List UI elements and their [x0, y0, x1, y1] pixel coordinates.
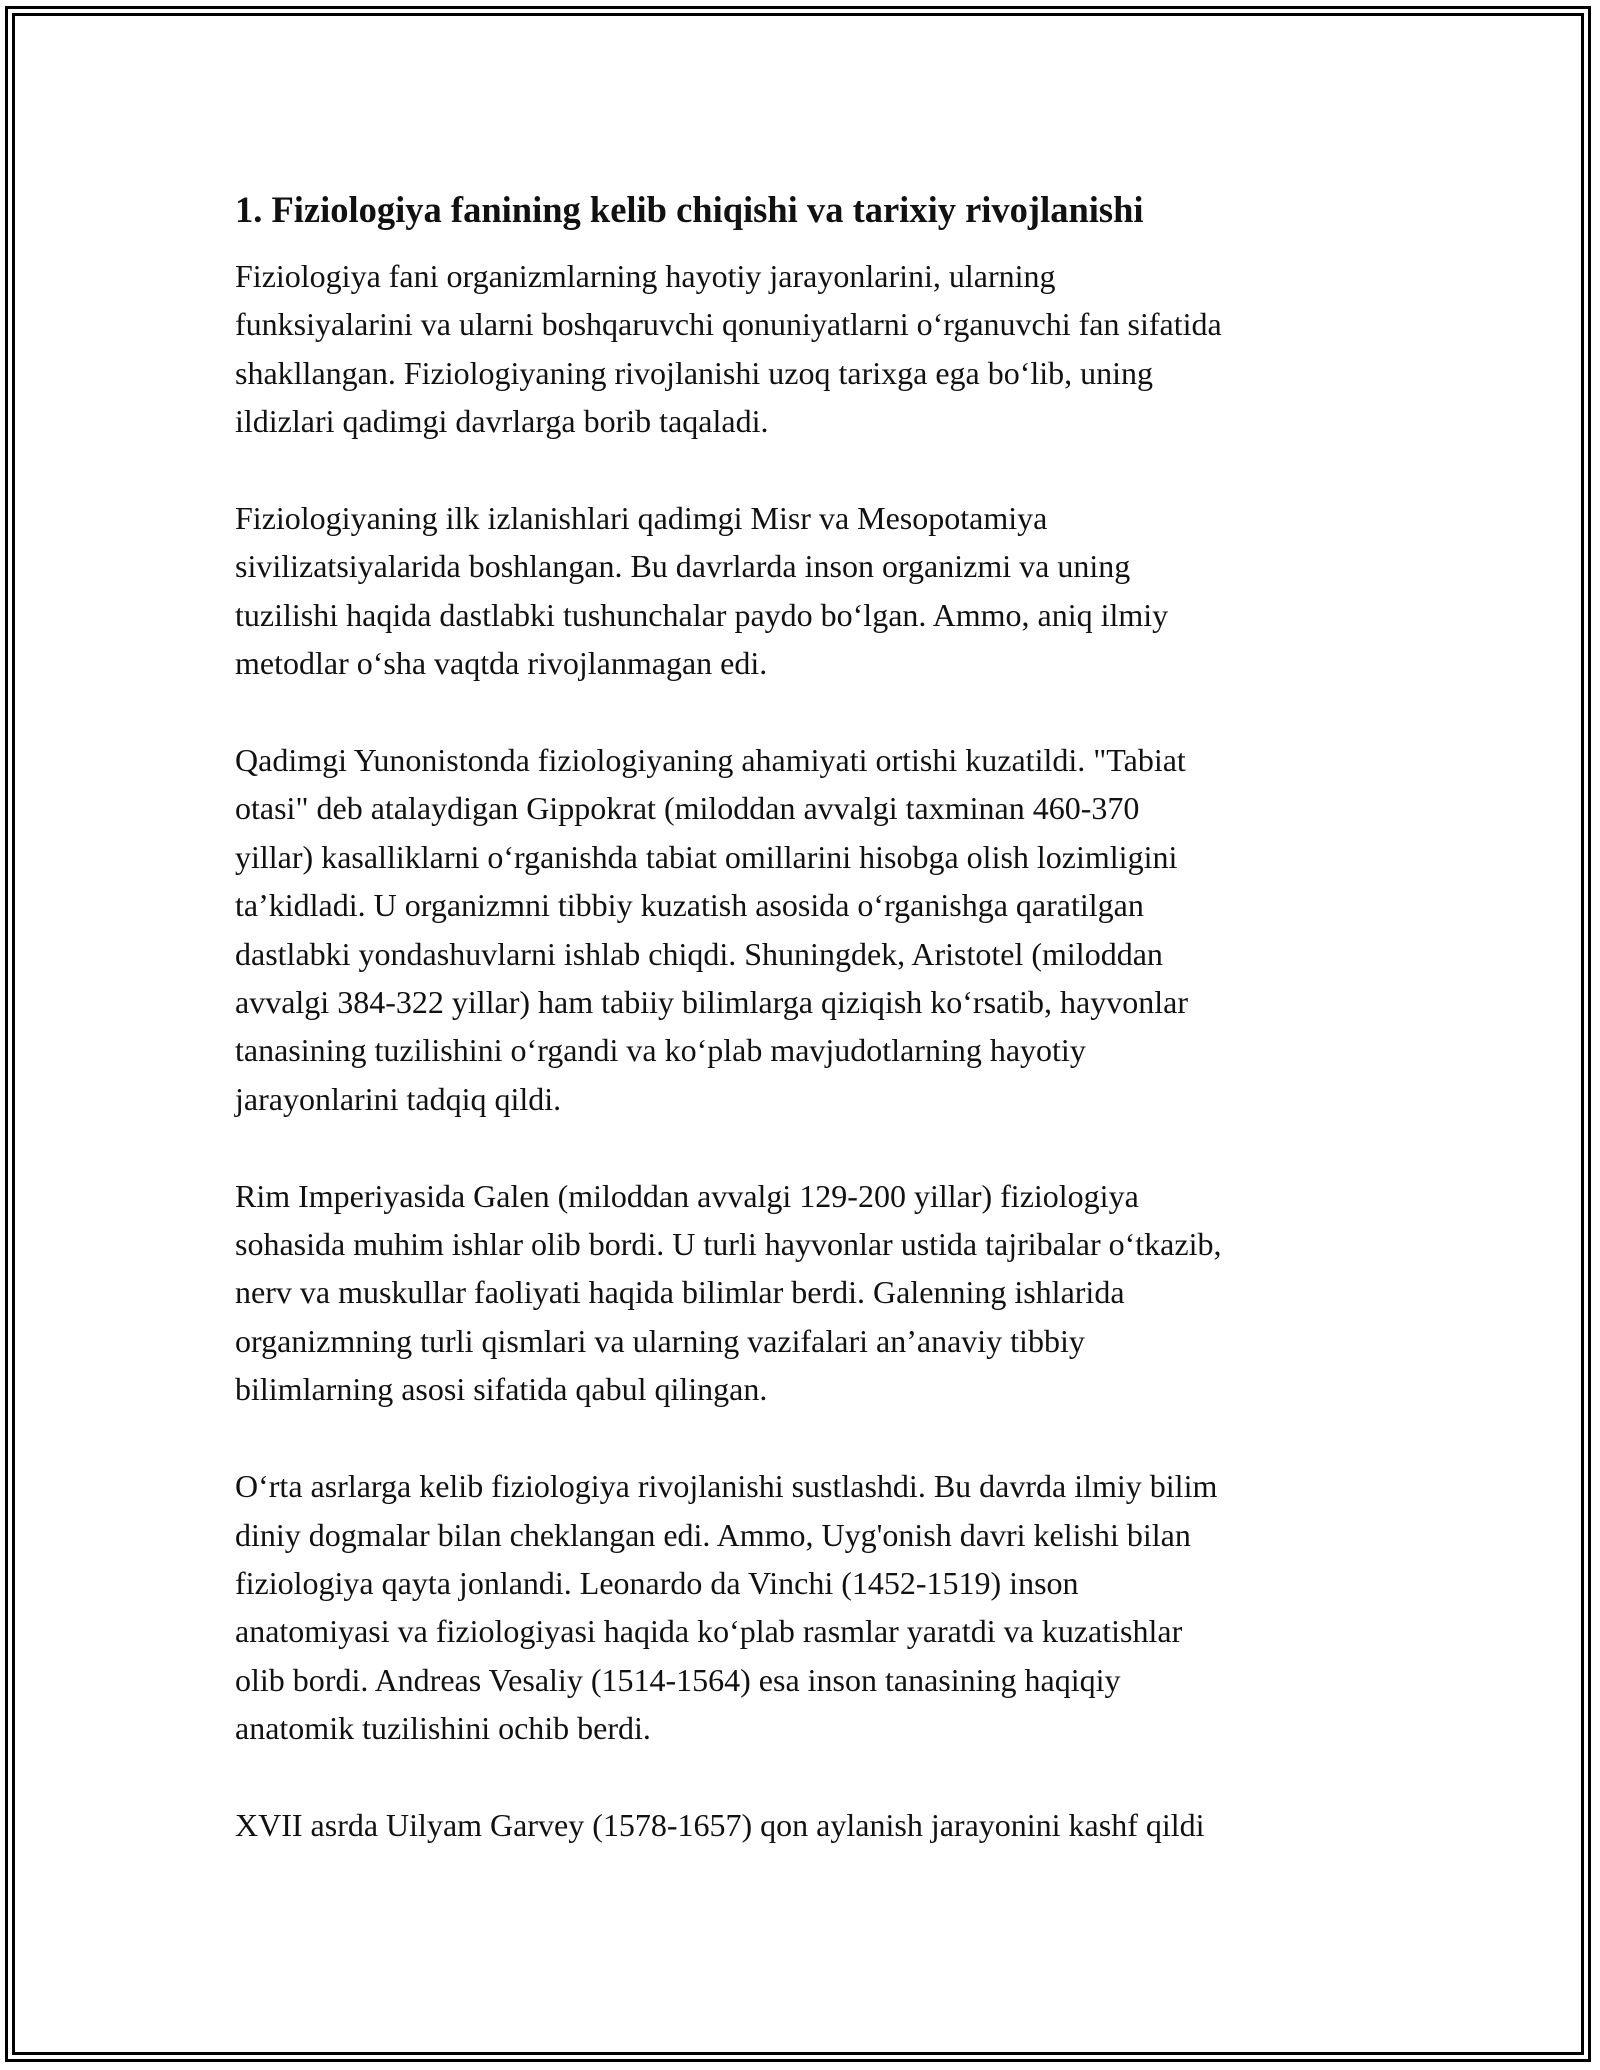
text-line: anatomiyasi va fiziologiyasi haqida ko‘plab rasmlar yaratdi va kuzatishlar	[235, 1613, 1183, 1650]
text-line: olib bordi. Andreas Vesaliy (1514-1564) esa inson tanasining haqiqiy	[235, 1661, 1121, 1698]
paragraph-rome	[235, 1172, 1385, 1414]
paragraph-greece	[235, 736, 1385, 1123]
text-line: shakllangan. Fiziologiyaning rivojlanishi uzoq tarixga ega bo‘lib, uning	[235, 354, 1154, 391]
document-body	[235, 186, 1385, 1898]
text-line: Qadimgi Yunonistonda fiziologiyaning ahamiyati ortishi kuzatildi. "Tabiat	[235, 742, 1186, 779]
text-line: yillar) kasalliklarni o‘rganishda tabiat omillarini hisobga olish lozimligini	[235, 838, 1178, 875]
paragraph-seventeenth-century	[235, 1801, 1385, 1849]
text-line: bilimlarning asosi sifatida qabul qilingan.	[235, 1371, 768, 1408]
text-line: sohasida muhim ishlar olib bordi. U turli hayvonlar ustida tajribalar o‘tkazib,	[235, 1226, 1222, 1263]
text-line: jarayonlarini tadqiq qildi.	[235, 1080, 562, 1117]
paragraph-egypt-mesopotamia	[235, 494, 1385, 688]
text-line: O‘rta asrlarga kelib fiziologiya rivojlanishi sustlashdi. Bu davrda ilmiy bilim	[235, 1468, 1218, 1505]
paragraph-intro	[235, 252, 1385, 446]
text-line: Fiziologiya fani organizmlarning hayotiy jarayonlarini, ularning	[235, 258, 1056, 294]
paragraph-middle-ages	[235, 1462, 1385, 1752]
text-line: organizmning turli qismlari va ularning vazifalari an’anaviy tibbiy	[235, 1322, 1085, 1359]
text-line: otasi" deb atalaydigan Gippokrat (miloddan avvalgi taxminan 460-370	[235, 790, 1140, 827]
text-line: tanasining tuzilishini o‘rgandi va ko‘plab mavjudotlarning hayotiy	[235, 1032, 1086, 1069]
text-line: Fiziologiyaning ilk izlanishlari qadimgi Misr va Mesopotamiya	[235, 500, 1048, 537]
text-line: funksiyalarini va ularni boshqaruvchi qonuniyatlarni o‘rganuvchi fan sifatida	[235, 306, 1222, 343]
text-line: metodlar o‘sha vaqtda rivojlanmagan edi.	[235, 645, 768, 682]
text-line: XVII asrda Uilyam Garvey (1578-1657) qon aylanish jarayonini kashf qildi	[235, 1806, 1205, 1843]
text-line: Rim Imperiyasida Galen (miloddan avvalgi 129-200 yillar) fiziologiya	[235, 1177, 1139, 1214]
text-line: sivilizatsiyalarida boshlangan. Bu davrlarda inson organizmi va uning	[235, 548, 1131, 585]
text-line: diniy dogmalar bilan cheklangan edi. Ammo, Uyg'onish davri kelishi bilan	[235, 1516, 1191, 1553]
text-line: fiziologiya qayta jonlandi. Leonardo da Vinchi (1452-1519) inson	[235, 1564, 1079, 1601]
text-line: ildizlari qadimgi davrlarga borib taqaladi.	[235, 403, 769, 440]
text-line: tuzilishi haqida dastlabki tushunchalar paydo bo‘lgan. Ammo, aniq ilmiy	[235, 596, 1169, 633]
text-line: ta’kidladi. U organizmni tibbiy kuzatish asosida o‘rganishga qaratilgan	[235, 887, 1144, 924]
text-line: dastlabki yondashuvlarni ishlab chiqdi. Shuningdek, Aristotel (miloddan	[235, 935, 1163, 972]
text-line: nerv va muskullar faoliyati haqida bilimlar berdi. Galenning ishlarida	[235, 1274, 1125, 1311]
text-line: anatomik tuzilishini ochib berdi.	[235, 1710, 651, 1747]
document-title: 1. Fiziologiya fanining kelib chiqishi va tarixiy rivojlanishi	[235, 189, 1144, 230]
text-line: avvalgi 384-322 yillar) ham tabiiy bilimlarga qiziqish ko‘rsatib, hayvonlar	[235, 984, 1188, 1021]
